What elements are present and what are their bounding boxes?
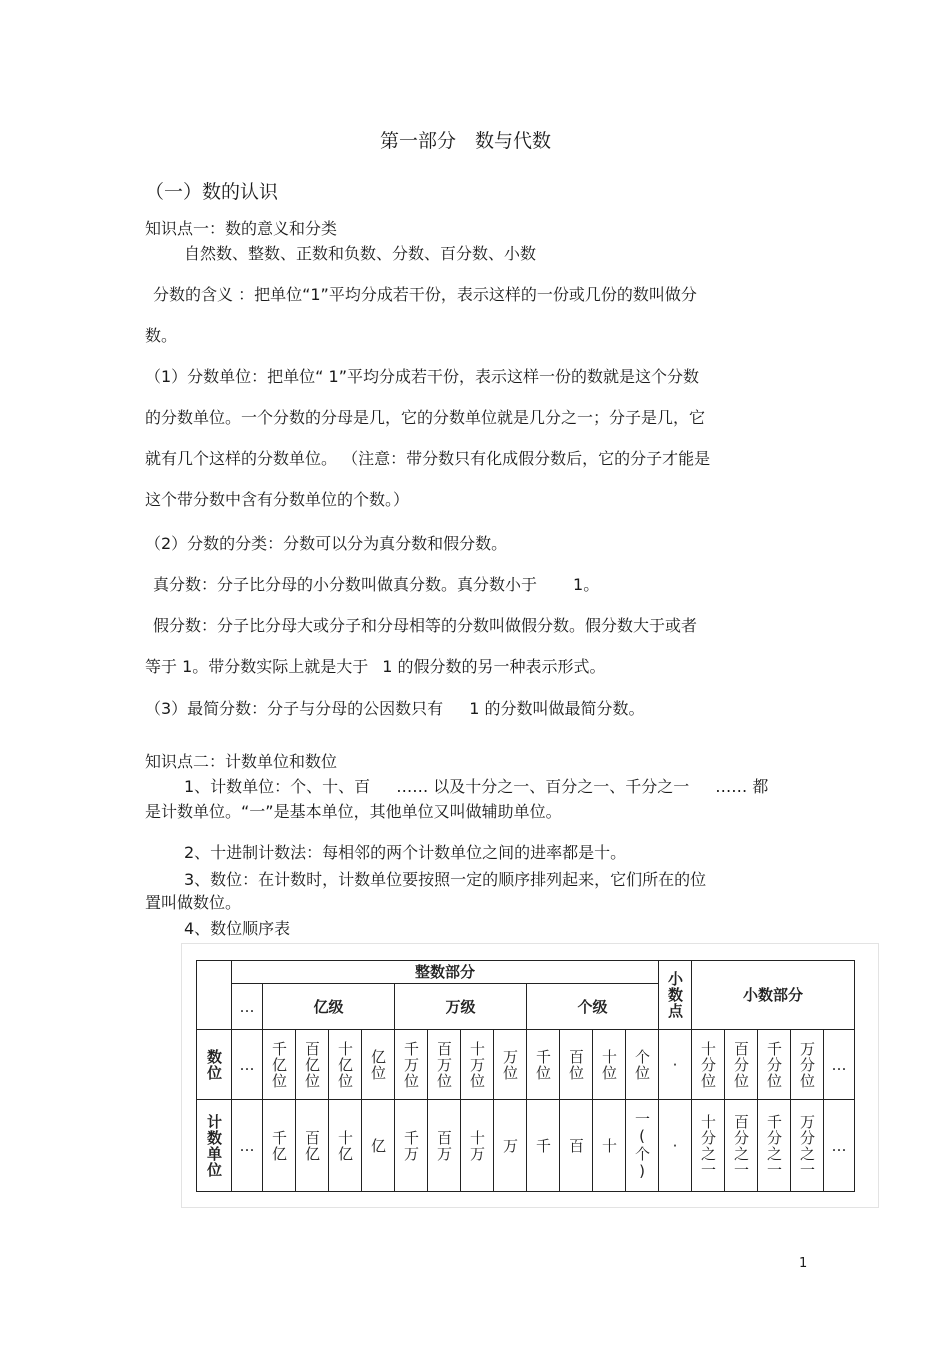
place-value-line-2: 置叫做数位。 — [145, 893, 242, 912]
place-value-table — [196, 960, 855, 1192]
counting-unit-line-2: 是计数单位。“一”是基本单位，其他单位又叫做辅助单位。 — [145, 802, 562, 821]
decimal-place-cell: 百分位 — [725, 1030, 758, 1100]
improper-fraction-text-b: 1 的假分数的另一种表示形式。 — [382, 657, 606, 676]
section-heading: （一）数的认识 — [145, 181, 279, 203]
grade-ge: 个级 — [527, 984, 659, 1030]
simplest-fraction-text-b: 1 的分数叫做最简分数。 — [469, 699, 645, 718]
counting-unit-text-c: …… 都 — [715, 777, 769, 796]
place-ellipsis-right: … — [824, 1030, 855, 1100]
fraction-unit-line-3: 就有几个这样的分数单位。 （注意：带分数只有化成假分数后，它的分子才能是 — [145, 449, 711, 468]
decimal-place-cell: 千分位 — [758, 1030, 791, 1100]
place-cell: 个位 — [626, 1030, 659, 1100]
decimal-point-header: 小数点 — [659, 961, 692, 1030]
decimal-place-cell: 万分位 — [791, 1030, 824, 1100]
place-cell: 百万位 — [428, 1030, 461, 1100]
place-cell: 千位 — [527, 1030, 560, 1100]
place-value-table-heading: 4、数位顺序表 — [184, 919, 291, 938]
proper-fraction-line — [153, 575, 599, 595]
place-decimal-point: · — [659, 1030, 692, 1100]
decimal-system-line: 2、十进制计数法：每相邻的两个计数单位之间的进率都是十。 — [184, 843, 627, 862]
unit-cell: 万 — [494, 1100, 527, 1192]
corner-cell — [197, 961, 232, 1030]
fraction-classification: （2）分数的分类：分数可以分为真分数和假分数。 — [145, 534, 508, 553]
fraction-definition-line-1: 分数的含义 ：把单位“1”平均分成若干份，表示这样的一份或几份的数叫做分 — [153, 285, 697, 304]
place-cell: 千亿位 — [263, 1030, 296, 1100]
place-cell: 亿位 — [362, 1030, 395, 1100]
decimal-unit-cell: 十分之一 — [692, 1100, 725, 1192]
unit-ellipsis-right: … — [824, 1100, 855, 1192]
integer-ellipsis: … — [232, 984, 263, 1030]
unit-cell: 百 — [560, 1100, 593, 1192]
proper-fraction-value: 1。 — [573, 575, 600, 594]
fraction-definition-line-2: 数。 — [145, 326, 178, 345]
unit-ellipsis-left: … — [232, 1100, 263, 1192]
simplest-fraction-text-a: （3）最简分数：分子与分母的公因数只有 — [145, 699, 444, 718]
row-header-unit: 计数单位 — [197, 1100, 232, 1192]
unit-cell: 十亿 — [329, 1100, 362, 1192]
fraction-unit-line-2: 的分数单位。一个分数的分母是几，它的分数单位就是几分之一；分子是几，它 — [145, 408, 706, 427]
number-types-list: 自然数、整数、正数和负数、分数、百分数、小数 — [184, 244, 537, 263]
place-cell: 千万位 — [395, 1030, 428, 1100]
place-cell: 十亿位 — [329, 1030, 362, 1100]
unit-cell: 一(个) — [626, 1100, 659, 1192]
place-cell: 十位 — [593, 1030, 626, 1100]
unit-cell: 亿 — [362, 1100, 395, 1192]
unit-cell: 百亿 — [296, 1100, 329, 1192]
place-cell: 万位 — [494, 1030, 527, 1100]
place-value-line-1: 3、数位：在计数时，计数单位要按照一定的顺序排列起来，它们所在的位 — [184, 870, 707, 889]
place-ellipsis-left: … — [232, 1030, 263, 1100]
page-number: 1 — [799, 1256, 808, 1271]
page-title: 第一部分 数与代数 — [380, 130, 552, 152]
simplest-fraction-line — [145, 699, 644, 719]
integer-part-header: 整数部分 — [232, 961, 659, 984]
counting-unit-text-a: 1、计数单位：个、十、百 — [184, 777, 371, 796]
fraction-unit-line-4: 这个带分数中含有分数单位的个数。） — [145, 490, 410, 509]
grade-wan: 万级 — [395, 984, 527, 1030]
decimal-unit-cell: 万分之一 — [791, 1100, 824, 1192]
knowledge-point-2-heading: 知识点二：计数单位和数位 — [145, 752, 338, 771]
place-cell: 百亿位 — [296, 1030, 329, 1100]
unit-cell: 千亿 — [263, 1100, 296, 1192]
improper-fraction-line-2 — [145, 657, 606, 677]
decimal-unit-cell: 千分之一 — [758, 1100, 791, 1192]
place-cell: 百位 — [560, 1030, 593, 1100]
improper-fraction-line-1: 假分数：分子比分母大或分子和分母相等的分数叫做假分数。假分数大于或者 — [153, 616, 698, 635]
place-cell: 十万位 — [461, 1030, 494, 1100]
proper-fraction-text: 真分数：分子比分母的小分数叫做真分数。真分数小于 — [153, 575, 538, 594]
unit-cell: 十万 — [461, 1100, 494, 1192]
grade-yi: 亿级 — [263, 984, 395, 1030]
unit-cell: 十 — [593, 1100, 626, 1192]
decimal-unit-cell: 百分之一 — [725, 1100, 758, 1192]
unit-cell: 千 — [527, 1100, 560, 1192]
decimal-place-cell: 十分位 — [692, 1030, 725, 1100]
counting-unit-line-1 — [184, 777, 768, 797]
unit-cell: 百万 — [428, 1100, 461, 1192]
knowledge-point-1-heading: 知识点一：数的意义和分类 — [145, 219, 338, 238]
counting-unit-text-b: …… 以及十分之一、百分之一、千分之一 — [396, 777, 690, 796]
improper-fraction-text-a: 等于 1。带分数实际上就是大于 — [145, 657, 369, 676]
unit-decimal-point: · — [659, 1100, 692, 1192]
row-header-place: 数位 — [197, 1030, 232, 1100]
unit-cell: 千万 — [395, 1100, 428, 1192]
decimal-part-header: 小数部分 — [692, 961, 855, 1030]
fraction-unit-line-1: （1）分数单位：把单位“ 1”平均分成若干份，表示这样一份的数就是这个分数 — [145, 367, 700, 386]
